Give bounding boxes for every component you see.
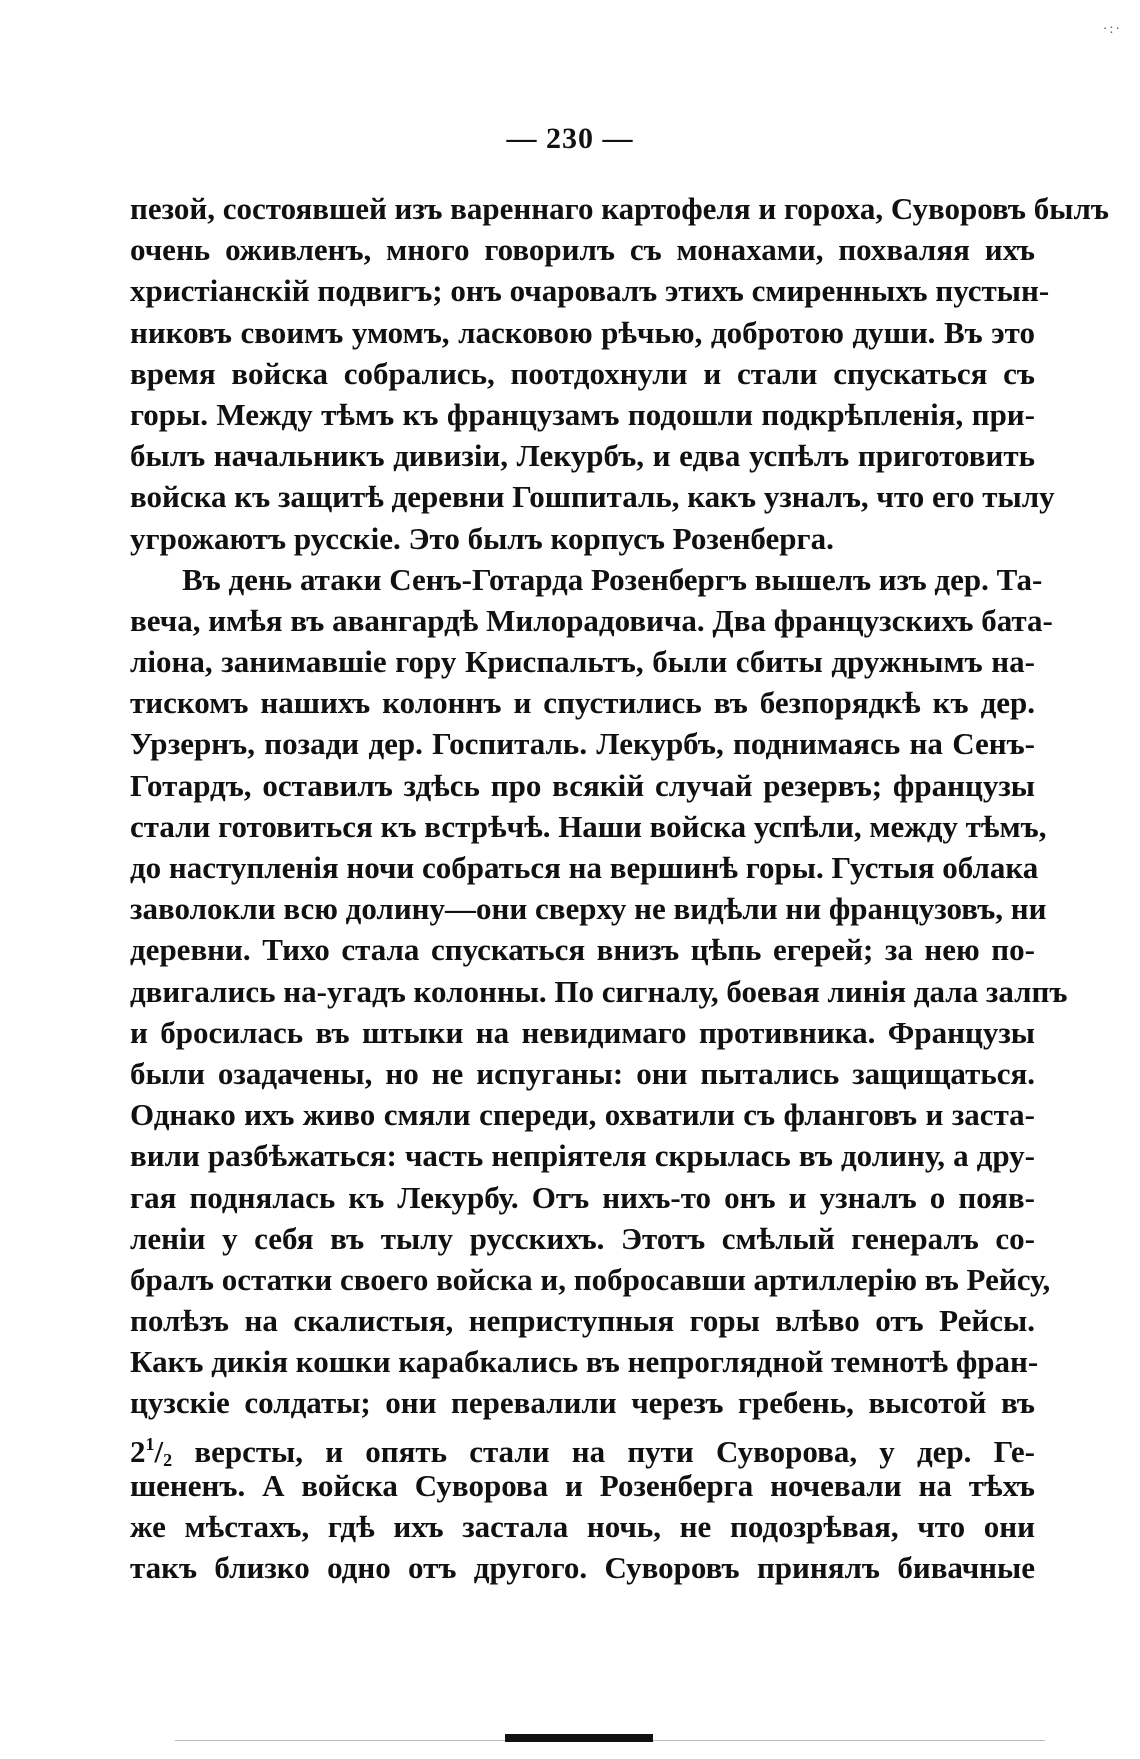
text-line: же мѣстахъ, гдѣ ихъ застала ночь, не подозрѣвая, что они (130, 1509, 1035, 1544)
text-line: были озадачены, но не испуганы: они пытались защищаться. (130, 1055, 1035, 1091)
text-line: Готардъ, оставилъ здѣсь про всякій случай резервъ; французы (130, 767, 1035, 803)
text-line: Какъ дикія кошки карабкались въ непроглядной темнотѣ фран- (130, 1344, 1039, 1380)
text-line: цузскіе солдаты; они перевалили черезъ гребень, высотой въ (130, 1385, 1035, 1421)
text-line: войска къ защитѣ деревни Гошпиталь, какъ узналъ, что его тылу (130, 479, 1055, 515)
text-line-paragraph-end: угрожаютъ русскіе. Это былъ корпусъ Розенберга. (130, 520, 834, 556)
text-line-paragraph-start: Въ день атаки Сенъ-Готарда Розенбергъ вышелъ изъ дер. Та- (182, 561, 1043, 597)
text-line: тискомъ нашихъ колоннъ и спустились въ безпорядкѣ къ дер. (130, 685, 1035, 721)
text-line-with-fraction (130, 1424, 1036, 1470)
bottom-ink-mark (505, 1734, 653, 1742)
text-line: ліона, занимавшіе гору Криспальтъ, были сбиты дружнымъ на- (130, 644, 1035, 680)
text-line: гая поднялась къ Лекурбу. Отъ нихъ-то онъ и узналъ о появ- (130, 1179, 1035, 1215)
text-line: стали готовиться къ встрѣчѣ. Наши войска успѣли, между тѣмъ, (130, 808, 1047, 844)
text-line: вили разбѣжаться: часть непріятеля скрылась въ долину, а дру- (130, 1138, 1035, 1174)
text-line: леніи у себя въ тылу русскихъ. Этотъ смѣлый генералъ со- (130, 1220, 1035, 1256)
text-line: деревни. Тихо стала спускаться внизъ цѣпь егерей; за нею по- (130, 932, 1035, 968)
text-line-rest: версты, и опять стали на пути Суворова, у дер. Ге- (194, 1433, 1036, 1469)
text-line: бралъ остатки своего войска и, побросавши артиллерію въ Рейсу, (130, 1261, 1051, 1297)
text-line: христіанскій подвигъ; онъ очаровалъ этихъ смиренныхъ пустын- (130, 273, 1050, 309)
text-line: шененъ. А войска Суворова и Розенберга ночевали на тѣхъ (130, 1467, 1035, 1503)
body-text (130, 188, 1109, 1588)
page-number: — 230 — (506, 122, 634, 155)
text-line: время войска собрались, поотдохнули и стали спускаться съ (130, 355, 1035, 391)
text-line: никовъ своимъ умомъ, ласковою рѣчью, добротою души. Въ это (130, 314, 1035, 350)
text-line: такъ близко одно отъ другого. Суворовъ принялъ бивачные (130, 1550, 1035, 1586)
fraction (130, 1434, 172, 1469)
text-line: заволокли всю долину—они сверху не видѣли ни французовъ, ни (130, 891, 1047, 927)
text-line: полѣзъ на скалистыя, неприступныя горы влѣво отъ Рейсы. (130, 1303, 1035, 1339)
text-line: былъ начальникъ дивизіи, Лекурбъ, и едва успѣлъ приготовить (130, 438, 1035, 474)
text-line: горы. Между тѣмъ къ французамъ подошли подкрѣпленія, при- (130, 396, 1035, 432)
text-line: пезой, состоявшей изъ вареннаго картофеля и гороха, Суворовъ былъ (130, 191, 1109, 226)
fraction-slash: / (154, 1433, 164, 1469)
text-line: очень оживленъ, много говорилъ съ монахами, похваляя ихъ (130, 232, 1035, 268)
corner-specks: ·:· (1102, 22, 1122, 37)
text-line: Урзернъ, позади дер. Госпиталь. Лекурбъ, поднимаясь на Сенъ- (130, 726, 1035, 762)
text-line: и бросилась въ штыки на невидимаго противника. Французы (130, 1014, 1035, 1050)
text-line: Однако ихъ живо смяли спереди, охватили съ фланговъ и заста- (130, 1097, 1035, 1133)
fraction-denominator: 2 (163, 1449, 173, 1470)
text-line: до наступленія ночи собраться на вершинѣ горы. Густыя облака (130, 850, 1039, 885)
text-line: веча, имѣя въ авангардѣ Милорадовича. Два французскихъ бата- (130, 602, 1053, 638)
text-line: двигались на-угадъ колонны. По сигналу, боевая линія дала залпъ (130, 973, 1068, 1009)
fraction-numerator: 1 (145, 1433, 155, 1454)
fraction-whole: 2 (130, 1433, 146, 1469)
